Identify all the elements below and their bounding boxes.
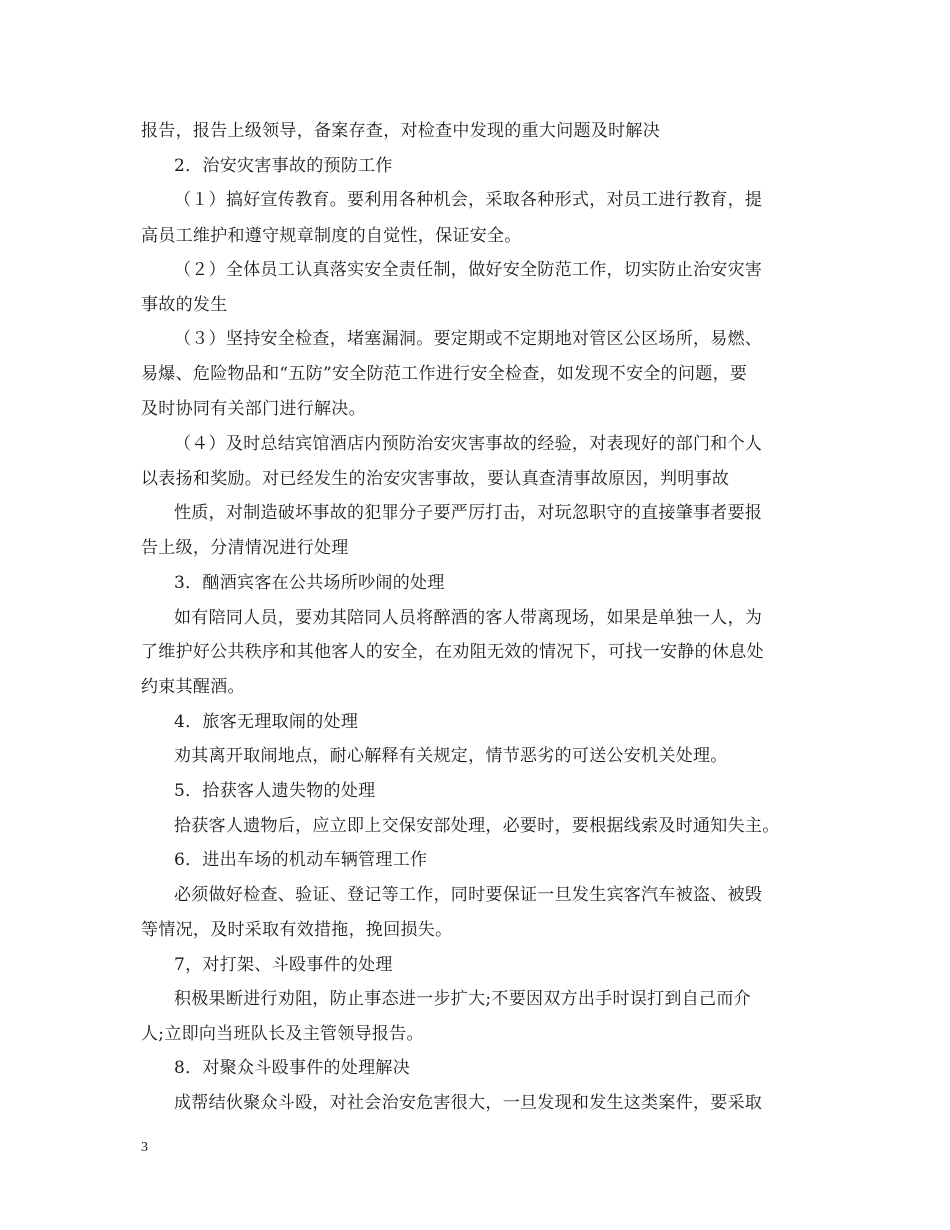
text-line-3: （１）搞好宣传教育。要利用各种机会，采取各种形式，对员工进行教育，提: [174, 190, 763, 210]
text-line-5: （２）全体员工认真落实安全责任制，做好安全防范工作，切实防止治安灾害: [174, 260, 763, 280]
text-line-27: 人;立即向当班队长及主管领导报告。: [141, 1024, 424, 1044]
text-line-11: 以表扬和奖励。对已经发生的治安灾害事故，要认真查清事故原因，判明事故: [141, 469, 730, 489]
text-line-28: 8．对聚众斗殴事件的处理解决: [174, 1058, 411, 1078]
text-line-13: 告上级，分清情况进行处理: [141, 538, 349, 558]
text-line-18: 4．旅客无理取闹的处理: [174, 712, 359, 732]
text-line-22: 6．进出车场的机动车辆管理工作: [174, 850, 428, 870]
text-line-10: （４）及时总结宾馆酒店内预防治安灾害事故的经验，对表现好的部门和个人: [174, 434, 763, 454]
text-line-4: 高员工维护和遵守规章制度的自觉性，保证安全。: [141, 226, 522, 246]
text-line-26: 积极果断进行劝阻，防止事态进一步扩大;不要因双方出手时误打到自己而介: [174, 989, 751, 1009]
text-line-20: 5．拾获客人遗失物的处理: [174, 781, 376, 801]
text-line-7: （３）坚持安全检查，堵塞漏洞。要定期或不定期地对管区公区场所，易燃、: [174, 329, 763, 349]
text-line-16: 了维护好公共秩序和其他客人的安全，在劝阻无效的情况下，可找一安静的休息处: [141, 642, 764, 662]
text-line-14: 3．酗酒宾客在公共场所吵闹的处理: [174, 573, 445, 593]
text-line-15: 如有陪同人员，要劝其陪同人员将醉酒的客人带离现场，如果是单独一人，为: [174, 608, 763, 628]
page-number: 3: [141, 1140, 148, 1155]
text-line-17: 约束其醒酒。: [141, 677, 245, 697]
text-line-8: 易爆、危险物品和“五防”安全防范工作进行安全检查，如发现不安全的问题，要: [141, 364, 748, 384]
text-line-6: 事故的发生: [141, 295, 228, 315]
text-line-9: 及时协同有关部门进行解决。: [141, 399, 366, 419]
text-line-2: 2．治安灾害事故的预防工作: [174, 156, 393, 176]
text-line-12: 性质，对制造破坏事故的犯罪分子要严厉打击，对玩忽职守的直接肇事者要报: [174, 503, 763, 523]
text-line-23: 必须做好检查、验证、登记等工作，同时要保证一旦发生宾客汽车被盗、被毁: [174, 885, 763, 905]
text-line-24: 等情况，及时采取有效措拖，挽回损失。: [141, 920, 453, 940]
text-line-1: 报告，报告上级领导，备案存查，对检查中发现的重大问题及时解决: [141, 121, 660, 141]
text-line-25: 7，对打架、斗殴事件的处理: [174, 955, 393, 975]
text-line-21: 拾获客人遗物后，应立即上交保安部处理，必要时，要根据线索及时通知失主。: [174, 816, 780, 836]
text-line-19: 劝其离开取闹地点，耐心解释有关规定，情节恶劣的可送公安机关处理。: [174, 746, 728, 766]
text-line-29: 成帮结伙聚众斗殴，对社会治安危害很大，一旦发现和发生这类案件，要采取: [174, 1093, 763, 1113]
